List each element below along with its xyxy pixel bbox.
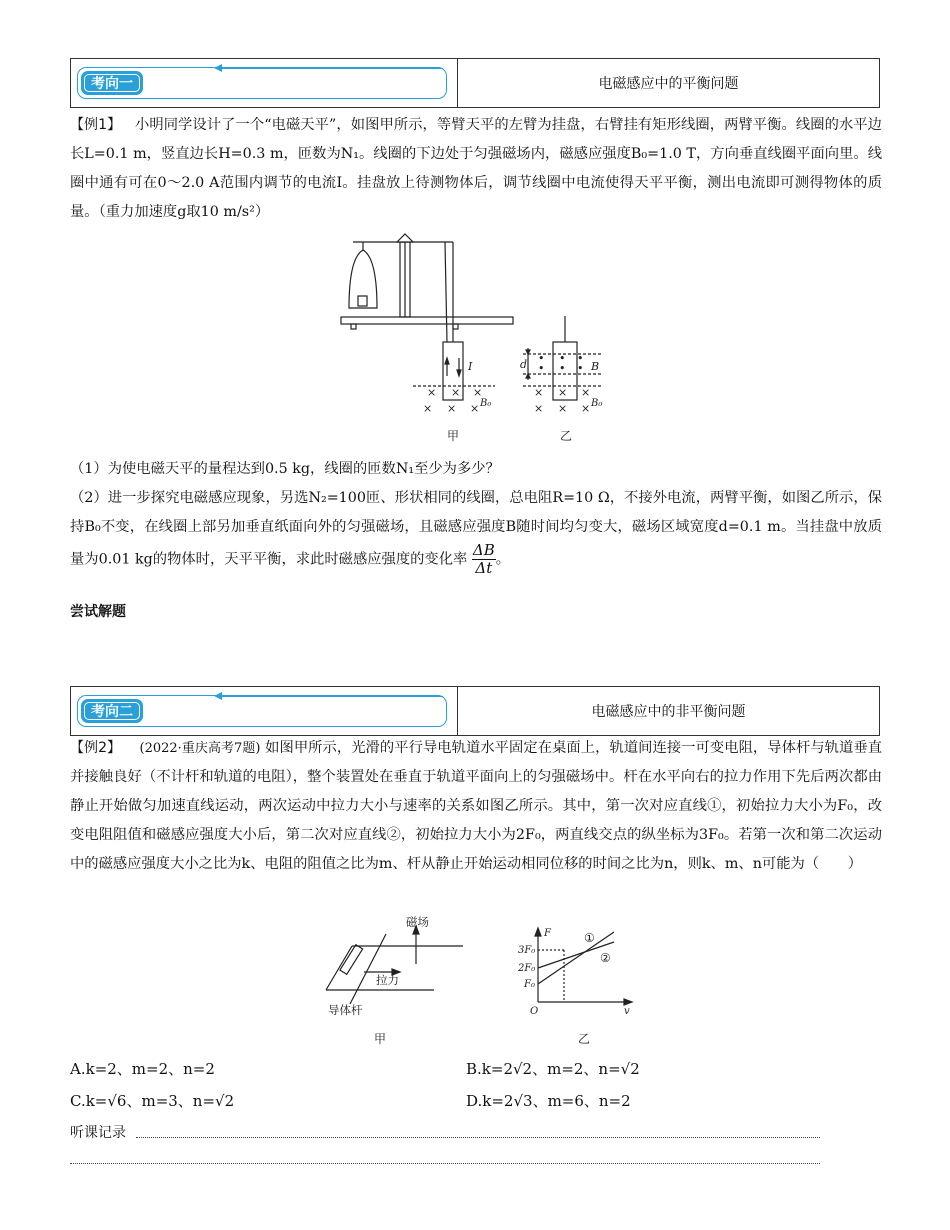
notes-line[interactable] bbox=[70, 1163, 820, 1164]
cross-mark: × bbox=[473, 386, 483, 399]
rate-end: 。 bbox=[495, 551, 511, 568]
field0-label: B₀ bbox=[480, 398, 492, 409]
option-a[interactable]: A.k=2、m=2、n=2 bbox=[70, 1060, 215, 1078]
section1-tag-area bbox=[71, 59, 458, 107]
width-d-label: d bbox=[520, 358, 528, 371]
dot-mark: • bbox=[577, 352, 584, 365]
balance-base bbox=[341, 317, 513, 324]
example1-label: 【例1】 bbox=[70, 117, 122, 133]
rate-fraction bbox=[472, 542, 496, 577]
cross-mark: × bbox=[534, 386, 544, 399]
question2 bbox=[70, 484, 882, 577]
fig-b-caption: 乙 bbox=[578, 1032, 591, 1046]
cross-mark: × bbox=[558, 386, 568, 399]
example2-figure bbox=[318, 912, 638, 1048]
line1-label: ① bbox=[584, 931, 595, 945]
notes-line[interactable] bbox=[136, 1137, 820, 1138]
line2-label: ② bbox=[600, 951, 611, 965]
field-label: 磁场 bbox=[406, 915, 429, 929]
field-b-label: B bbox=[591, 360, 600, 373]
cross-mark: × bbox=[534, 402, 544, 415]
field0-label: B₀ bbox=[591, 398, 603, 409]
section2-title: 电磁感应中的非平衡问题 bbox=[591, 704, 746, 720]
fig-b-caption: 乙 bbox=[560, 429, 573, 443]
dot-mark: • bbox=[538, 352, 545, 365]
example2-text bbox=[70, 734, 882, 879]
example1-text bbox=[70, 111, 882, 227]
cross-mark: × bbox=[447, 402, 457, 415]
left-pan bbox=[349, 250, 377, 308]
rate-den: Δt bbox=[475, 559, 493, 577]
pull-label: 拉力 bbox=[376, 973, 399, 987]
arrow-line bbox=[221, 696, 443, 697]
fig-a-caption: 甲 bbox=[374, 1032, 387, 1046]
cross-mark: × bbox=[581, 386, 591, 399]
axis-v-label: v bbox=[624, 1006, 630, 1017]
rod-label: 导体杆 bbox=[328, 1003, 363, 1017]
cross-mark: × bbox=[423, 402, 433, 415]
notes-label: 听课记录 bbox=[70, 1125, 126, 1141]
example2-source: (2022·重庆高考7题) bbox=[139, 741, 261, 756]
arrow-left-icon bbox=[214, 692, 222, 700]
example2-label: 【例2】 bbox=[70, 740, 122, 756]
tick-f0: F₀ bbox=[524, 979, 535, 990]
dot-mark: • bbox=[577, 362, 584, 375]
dot-mark: • bbox=[538, 362, 545, 375]
section2-tag-area bbox=[71, 687, 458, 735]
rate-num: ΔB bbox=[472, 541, 495, 559]
question2-text: （2）进一步探究电磁感应现象，另选N₂=100匝、形状相同的线圈，总电阻R=10 Ω，不接外电流，两臂平衡，如图乙所示，保持B₀不变，在线圈上部另加垂直纸面向外的匀强磁场，且磁感应强度B随时间均匀变大，磁场区域宽度d=0.1 m。当挂盘中放质量为0.01 kg的物体时，天平平衡，求此时磁感应强度的变化率 bbox=[70, 490, 882, 568]
attempt-label: 尝试解题 bbox=[70, 604, 126, 620]
option-c[interactable]: C.k=√6、m=3、n=√2 bbox=[70, 1092, 235, 1110]
example2-problem: 如图甲所示，光滑的平行导电轨道水平固定在桌面上，轨道间连接一可变电阻，导体杆与轨道垂直并接触良好（不计杆和轨道的电阻），整个装置处在垂直于轨道平面向上的匀强磁场中。杆在水平向右的拉力作用下先后两次都由静止开始做匀加速直线运动，两次运动中拉力大小与速率的关系如图乙所示。其中，第一次对应直线①，初始拉力大小为F₀，改变电阻阻值和磁感应强度大小后，第二次对应直线②，初始拉力大小为2F₀，两直线交点的纵坐标为3F₀。若第一次和第二次运动中的磁感应强度大小之比为k、电阻的阻值之比为m、杆从静止开始运动相同位移的时间之比为n，则k、m、n可能为（ ） bbox=[70, 740, 883, 872]
section2-tag: 考向二 bbox=[81, 699, 143, 723]
cross-mark: × bbox=[451, 386, 461, 399]
origin-label: O bbox=[530, 1006, 539, 1017]
cross-mark: × bbox=[581, 402, 591, 415]
section1-title: 电磁感应中的平衡问题 bbox=[598, 76, 739, 92]
question1: （1）为使电磁天平的量程达到0.5 kg，线圈的匝数N₁至少为多少？ bbox=[70, 461, 500, 477]
cross-mark: × bbox=[558, 402, 568, 415]
dot-mark: • bbox=[559, 362, 566, 375]
tick-2f0: 2F₀ bbox=[518, 963, 536, 974]
section1-header bbox=[70, 58, 880, 108]
arrow-left-icon bbox=[214, 64, 222, 72]
current-label: I bbox=[468, 360, 473, 373]
cross-mark: × bbox=[427, 386, 437, 399]
example1-problem: 小明同学设计了一个“电磁天平”，如图甲所示，等臂天平的左臂为挂盘，右臂挂有矩形线圈，两臂平衡。线圈的水平边长L=0.1 m，竖直边长H=0.3 m，匝数为N₁。线圈的下边处于匀强磁场内，磁感应强度B₀=1.0 T，方向垂直线圈平面向里。线圈中通有可在0～2.0 A范围内调节的电流I。挂盘放上待测物体后，调节线圈中电流使得天平平衡，测出电流即可测得物体的质量。（重力加速度g取10 m/s²） bbox=[70, 117, 882, 220]
section1-tag: 考向一 bbox=[81, 71, 143, 95]
cross-mark: × bbox=[470, 402, 480, 415]
section2-header bbox=[70, 686, 880, 736]
example1-figure bbox=[335, 228, 625, 450]
option-d[interactable]: D.k=2√3、m=6、n=2 bbox=[466, 1092, 631, 1110]
tick-3f0: 3F₀ bbox=[518, 945, 536, 956]
axis-f-label: F bbox=[544, 928, 551, 939]
option-b[interactable]: B.k=2√2、m=2、n=√2 bbox=[466, 1060, 640, 1078]
arrow-line bbox=[221, 68, 443, 69]
fig-a-caption: 甲 bbox=[447, 429, 460, 443]
dot-mark: • bbox=[559, 352, 566, 365]
